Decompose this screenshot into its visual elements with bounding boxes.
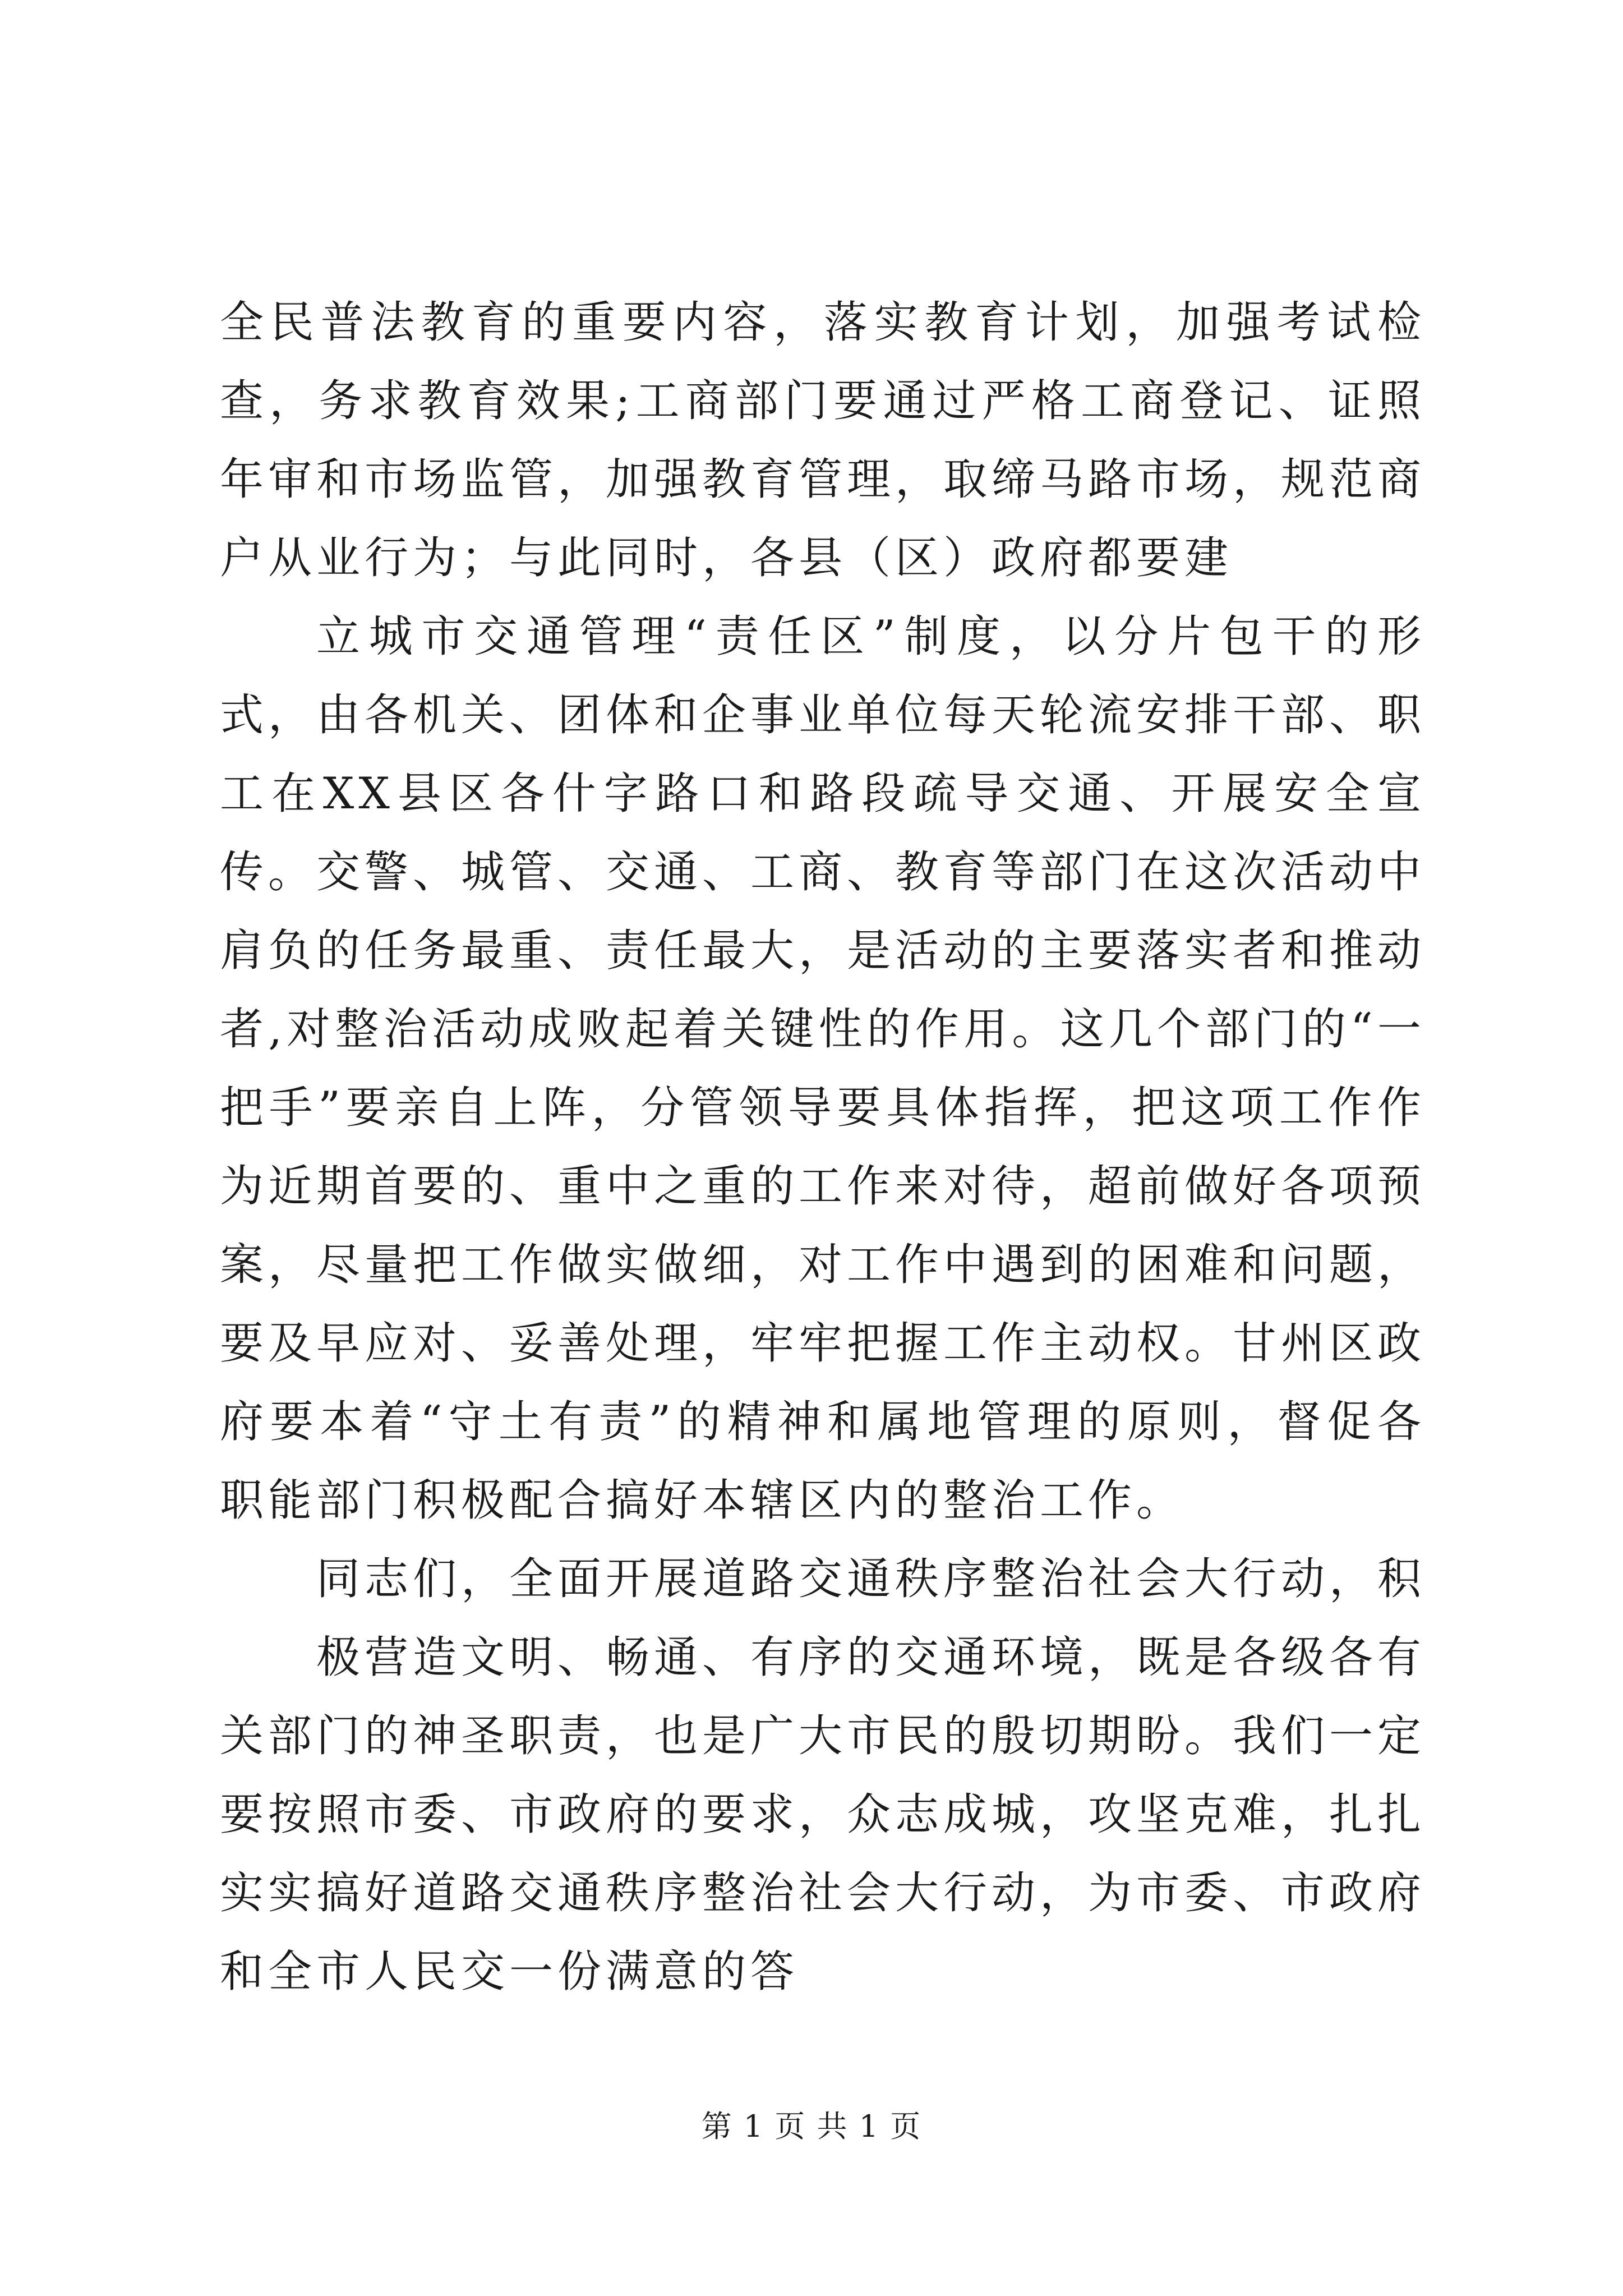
- paragraph-3: 同志们，全面开展道路交通秩序整治社会大行动，积: [316, 1554, 1426, 1604]
- paragraph-1: 全民普法教育的重要内容，落实教育计划，加强考试检查，务求教育效果;工商部门要通过严格工商登记、证照年审和市场监管，加强教育管理，取缔马路市场，规范商户从业行为；与此同时，各县（区）政府都要建: [220, 297, 1426, 583]
- paragraph-2: 立城市交通管理“责任区”制度，以分片包干的形式，由各机关、团体和企事业单位每天轮流安排干部、职工在XX县区各什字路口和路段疏导交通、开展安全宣传。交警、城管、交通、工商、教育等部门在这次活动中肩负的任务最重、责任最大，是活动的主要落实者和推动者,对整治活动成败起着关键性的作用。这几个部门的“一把手”要亲自上阵，分管领导要具体指挥，把这项工作作为近期首要的、重中之重的工作来对待，超前做好各项预案，尽量把工作做实做细，对工作中遇到的困难和问题，要及早应对、妥善处理，牢牢把握工作主动权。甘州区政府要本着“守土有责”的精神和属地管理的原则，督促各职能部门积极配合搞好本辖区内的整治工作。: [220, 611, 1426, 1526]
- paragraph-4: 极营造文明、畅通、有序的交通环境，既是各级各有关部门的神圣职责，也是广大市民的殷切期盼。我们一定要按照市委、市政府的要求，众志成城，攻坚克难，扎扎实实搞好道路交通秩序整治社会大行动，为市委、市政府和全市人民交一份满意的答: [220, 1632, 1426, 1997]
- page-number-footer: 第 1 页 共 1 页: [701, 2109, 922, 2144]
- document-body: [220, 283, 1426, 2011]
